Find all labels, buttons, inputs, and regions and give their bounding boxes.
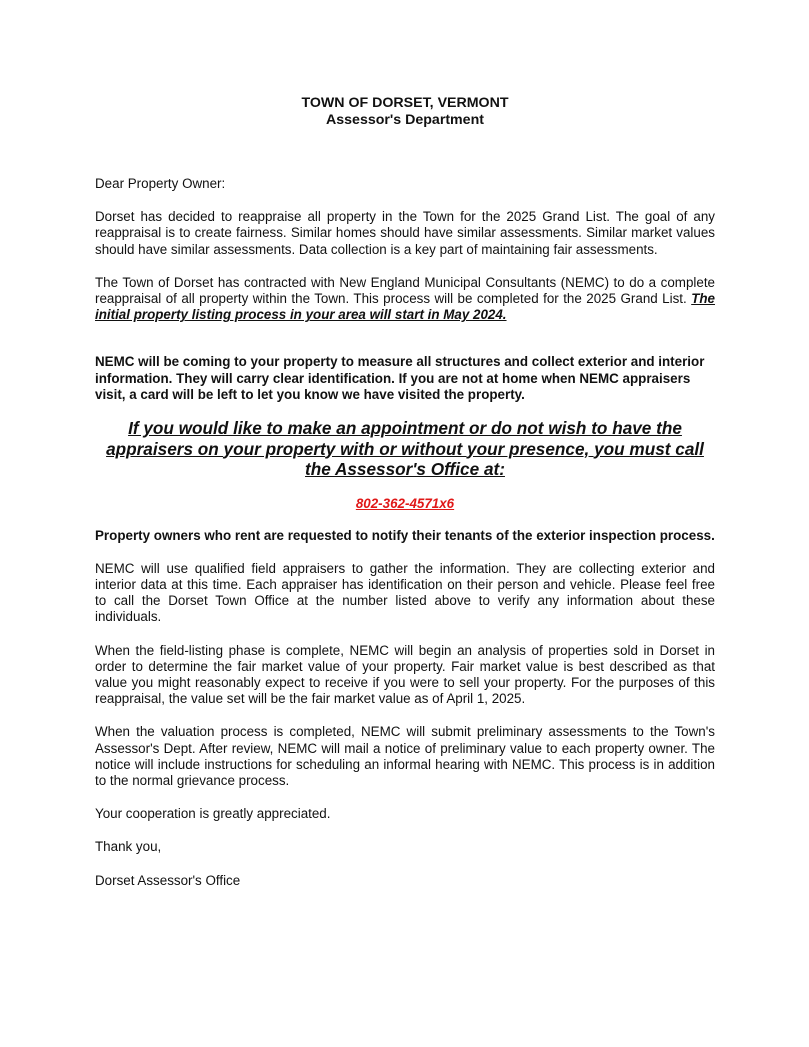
paragraph-reappraisal-goal: Dorset has decided to reappraise all property in the Town for the 2025 Grand List. The goal of any reappraisal is to create fairness. Similar homes should have similar assessments. Similar market values should have similar assessments. Data collection is a key part of maintaining fair assessments.: [95, 209, 715, 257]
letter-heading-department: Assessor's Department: [326, 112, 484, 128]
closing: Thank you,: [95, 839, 162, 855]
listing-start-notice: The initial property listing process in your area will start in May 2024.: [95, 291, 715, 323]
letter-body: [95, 95, 715, 889]
appointment-callout: If you would like to make an appointment or do not wish to have the appraisers on your property with or without your presence, you must call the Assessor's Office at:: [106, 418, 704, 480]
paragraph-market-value: When the field-listing phase is complete, NEMC will begin an analysis of properties sold in Dorset in order to determine the fair market value of your property. Fair market value is best described as that value you might reasonably expect to receive if you were to sell your property. For the purposes of this reappraisal, the value set will be the fair market value as of April 1, 2025.: [95, 642, 715, 707]
salutation: Dear Property Owner:: [95, 176, 226, 191]
paragraph-tenant-notice: Property owners who rent are requested to notify their tenants of the exterior inspection process.: [95, 527, 715, 543]
paragraph-field-appraisers: NEMC will use qualified field appraisers to gather the information. They are collecting exterior and interior data at this time. Each appraiser has identification on their person and vehicle. Please feel free to call the Dorset Town Office at the number listed above to verify any information about these individuals.: [95, 560, 715, 625]
assessor-phone-number: 802-362-4571x6: [355, 495, 455, 511]
paragraph-preliminary-assessments: When the valuation process is completed, NEMC will submit preliminary assessments to the Town's Assessor's Dept. After review, NEMC will mail a notice of preliminary value to each property owner. The notice will include instructions for scheduling an informal hearing with NEMC. This process is in addition to the normal grievance process.: [95, 724, 715, 788]
signature: Dorset Assessor's Office: [95, 872, 241, 888]
letter-heading-town: TOWN OF DORSET, VERMONT: [301, 95, 509, 111]
paragraph-nemc-visit: NEMC will be coming to your property to measure all structures and collect exterior and interior information. They will carry clear identification. If you are not at home when NEMC appraisers visit, a card will be left to let you know we have visited the property.: [95, 354, 705, 402]
paragraph-cooperation: Your cooperation is greatly appreciated.: [95, 806, 331, 822]
paragraph-nemc-contract: [95, 275, 715, 324]
paragraph-nemc-contract-text: The Town of Dorset has contracted with New England Municipal Consultants (NEMC) to do a complete reappraisal of all property within the Town. This process will be completed for the 2025 Grand List.: [95, 274, 715, 307]
